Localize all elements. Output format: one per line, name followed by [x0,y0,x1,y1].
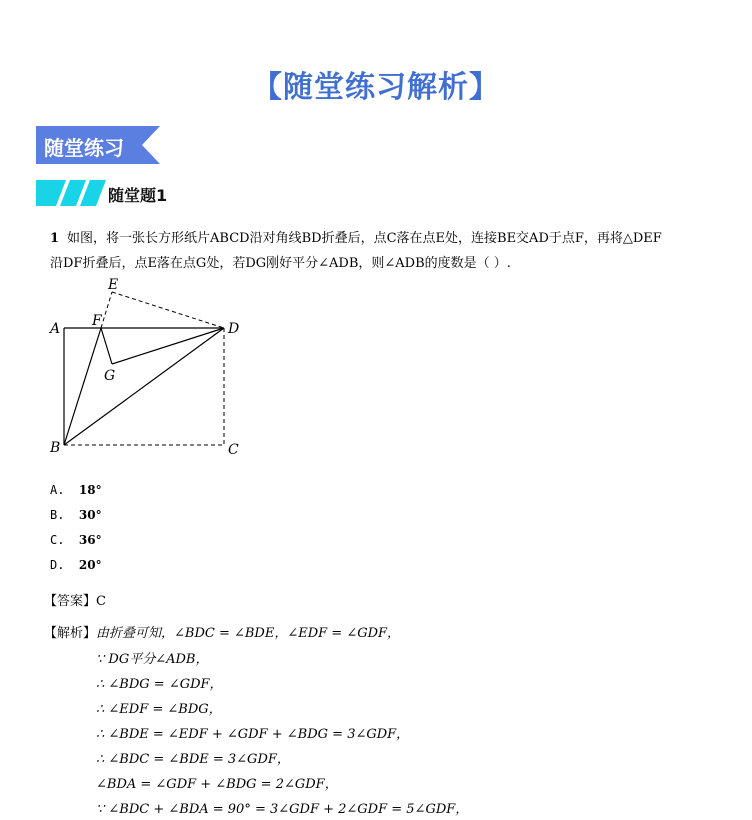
label-c: C [228,442,239,458]
answer-value: C [96,594,106,609]
question-text [50,226,720,276]
solution-line-3: ∴ ∠EDF = ∠BDG， [96,702,222,717]
sub-label: 随堂题1 [108,186,168,205]
geometry-figure [44,274,254,468]
section-banner [36,126,160,164]
question-line-1: 如图，将一张长方形纸片ABCD沿对角线BD折叠后，点C落在点E处，连接BE交AD于点F，再将△DEF [67,231,662,246]
edge-fg [101,328,112,364]
label-f: F [92,313,102,329]
option-a-letter: A. [50,483,65,497]
edge-bf [64,328,101,445]
edge-bd [64,328,224,445]
option-a[interactable] [50,483,102,497]
solution-line-1: ∵ DG平分∠ADB， [96,652,209,667]
figure-svg [44,274,254,464]
answer-label: 【答案】 [44,594,97,609]
label-a: A [50,321,61,337]
stripe-icon [36,180,108,206]
option-a-value: 18° [78,483,102,497]
option-d[interactable] [50,558,102,572]
solution-line-7: ∵ ∠BDC + ∠BDA = 90° = 3∠GDF + 2∠GDF = 5∠GDF， [96,802,469,817]
analysis-first-line [44,622,400,641]
label-b: B [50,440,61,456]
option-b[interactable] [50,508,102,522]
option-d-letter: D. [50,558,65,572]
solution-line-5: ∴ ∠BDC = ∠BDE = 3∠GDF， [96,752,290,767]
label-g: G [104,368,116,384]
option-c[interactable] [50,533,102,547]
solution-line-4: ∴ ∠BDE = ∠EDF + ∠GDF + ∠BDG = 3∠GDF， [96,727,410,742]
edge-fe [101,292,112,328]
edge-ed [112,292,224,328]
option-b-letter: B. [50,508,65,522]
document-title: 【随堂练习解析】 [252,70,500,105]
option-d-value: 20° [78,558,102,572]
label-e: E [108,277,119,293]
option-c-value: 36° [78,533,102,547]
option-b-value: 30° [78,508,102,522]
question-number: 1 [50,231,60,246]
option-c-letter: C. [50,533,65,547]
analysis-label: 【解析】 [44,626,97,641]
solution-line-2: ∴ ∠BDG = ∠GDF， [96,677,223,692]
analysis-first: 由折叠可知，∠BDC = ∠BDE，∠EDF = ∠GDF， [96,626,401,641]
answer-line [44,590,106,609]
label-d: D [228,321,240,337]
question-line-2: 沿DF折叠后，点E落在点G处，若DG刚好平分∠ADB，则∠ADB的度数是（ ）. [50,256,511,271]
section-label: 随堂练习 [44,136,124,160]
analysis-block [44,622,400,641]
solution-line-6: ∠BDA = ∠GDF + ∠BDG = 2∠GDF， [96,777,338,792]
edge-gd [112,328,224,364]
